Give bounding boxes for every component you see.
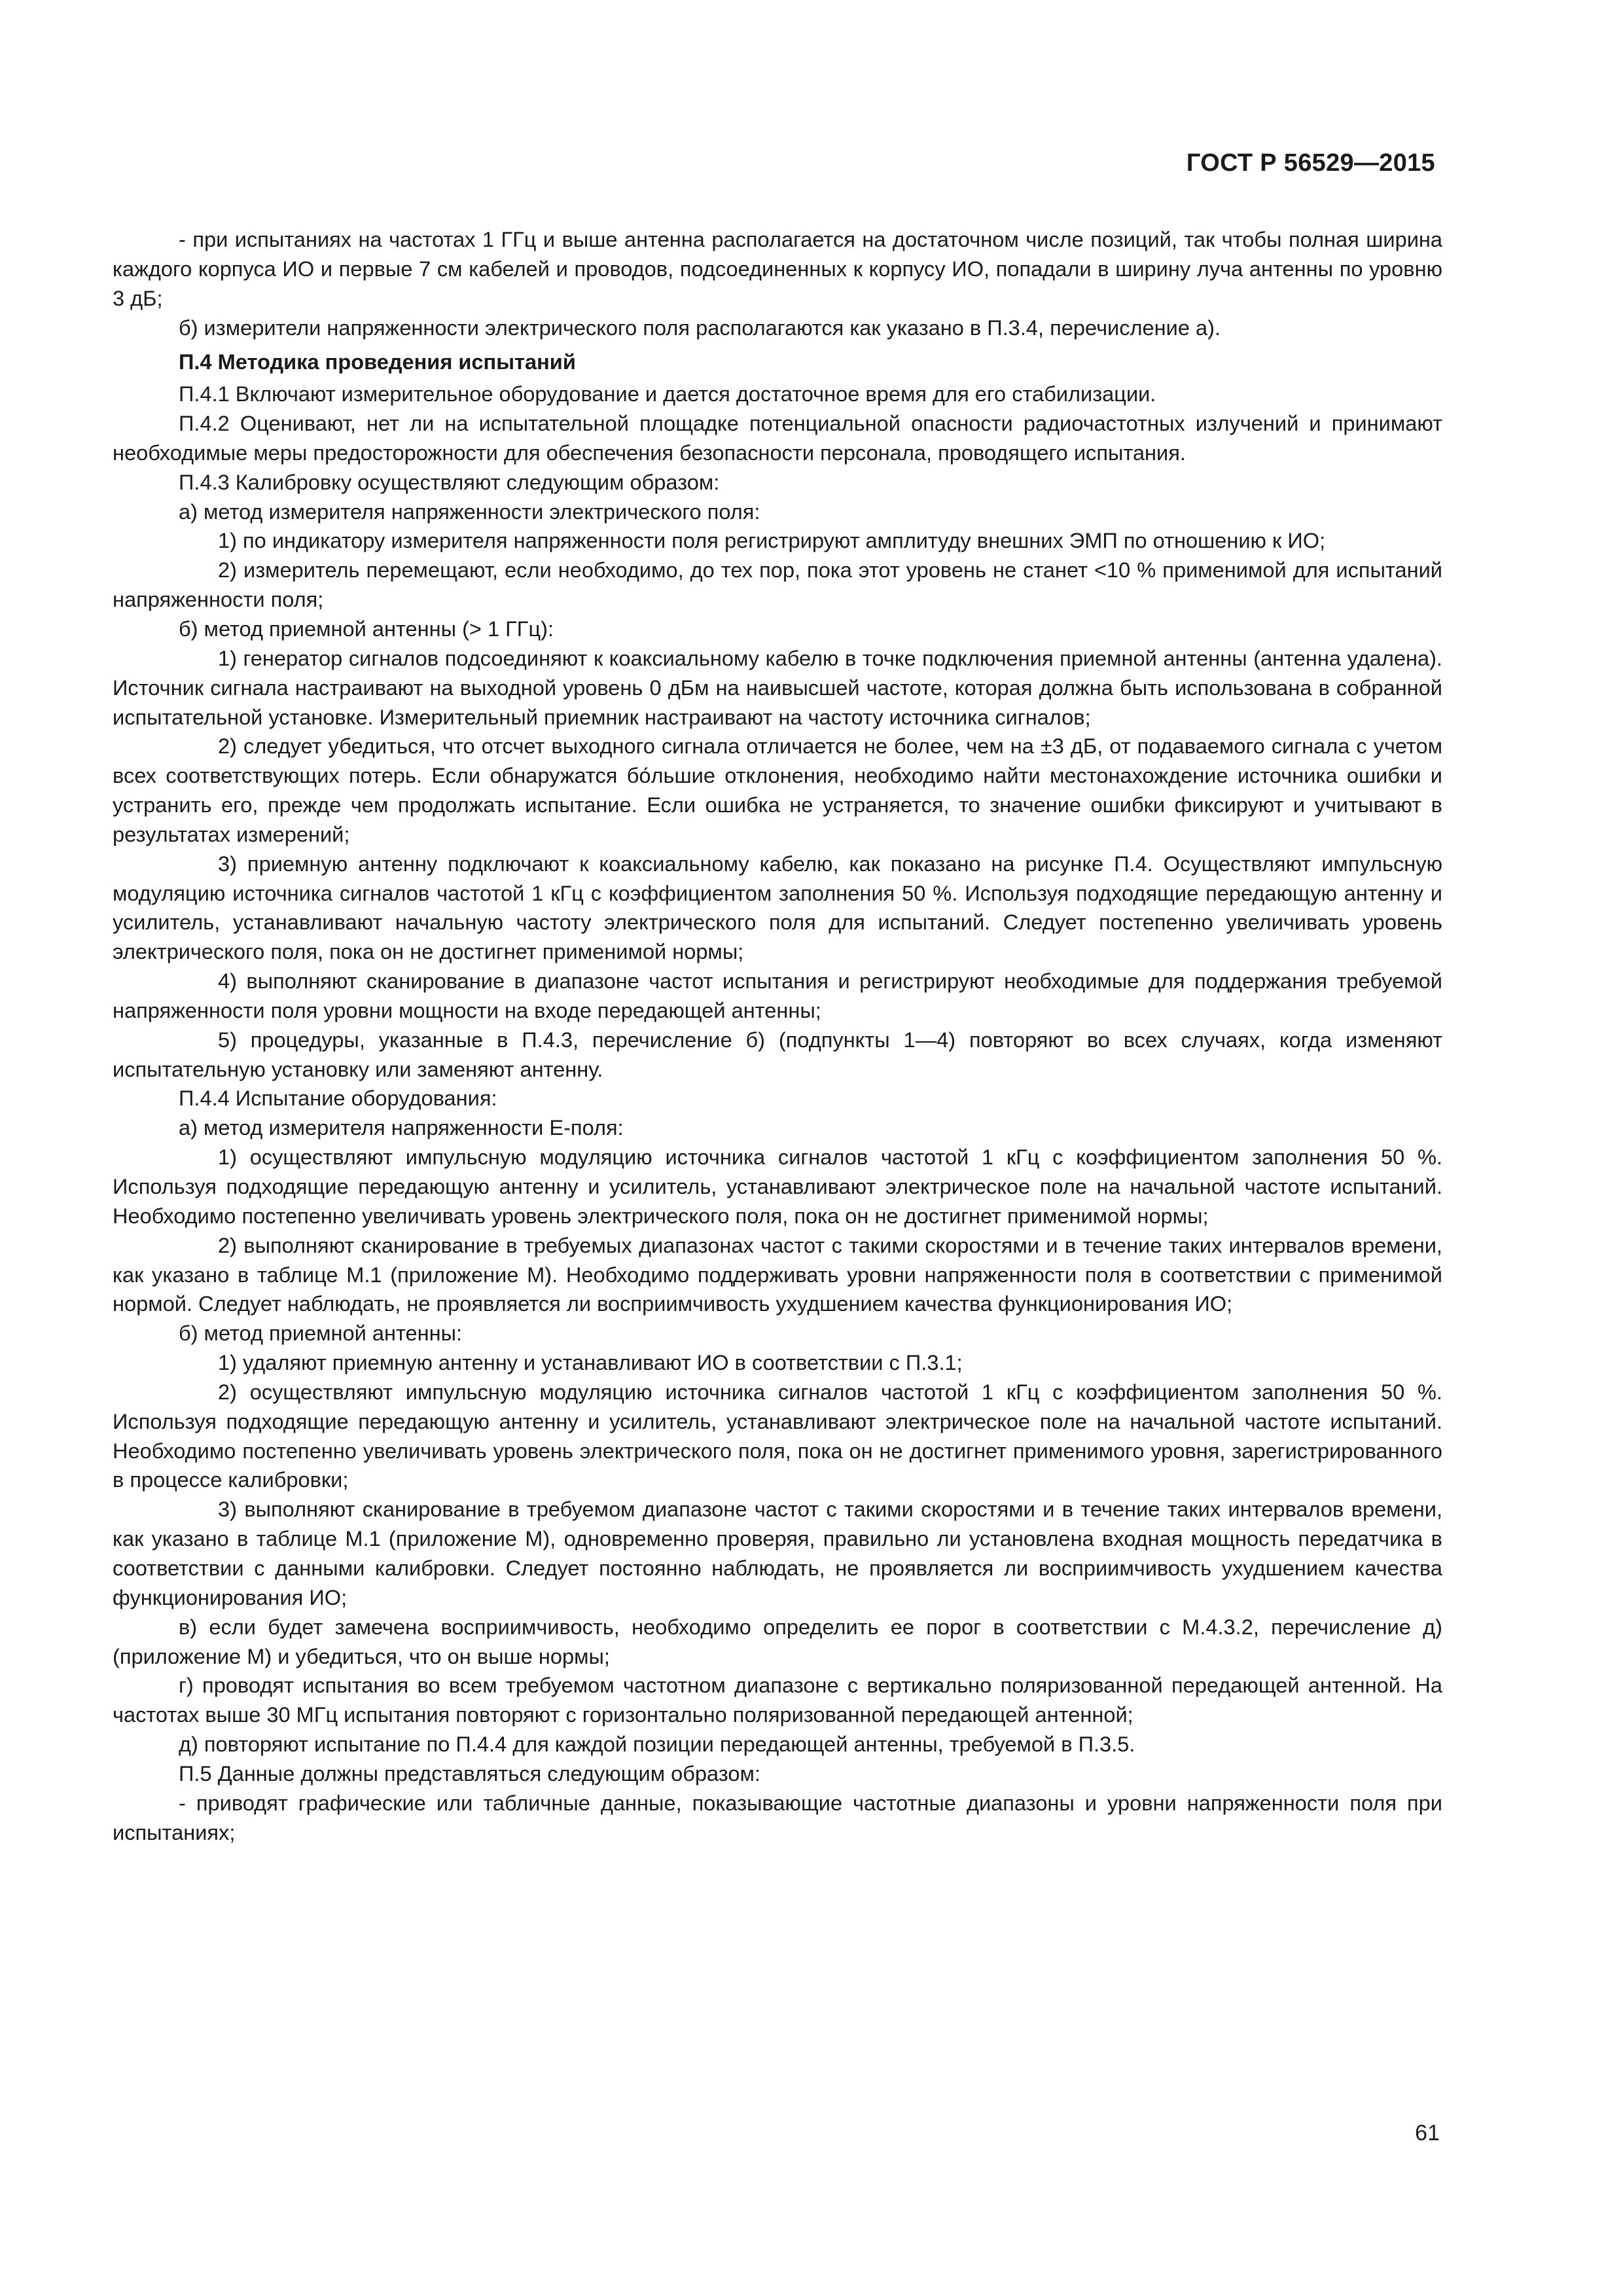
list-item: 4) выполняют сканирование в диапазоне частот испытания и регистрируют необходимые для поддержания требуемой напряженности поля уровни мощности на входе передающей антенны; [113,969,1442,1022]
paragraph: П.4.3 Калибровку осуществляют следующим образом: [179,469,720,494]
paragraph: а) метод измерителя напряженности Е-поля: [179,1115,624,1140]
page-number: 61 [1415,2121,1440,2145]
paragraph: в) если будет замечена восприимчивость, необходимо определить ее порог в соответствии с М.4.3.2, перечисление д) (приложение М) и убедиться, что он выше нормы; [113,1614,1442,1668]
section-heading: П.4 Методика проведения испытаний [179,350,576,374]
paragraph: П.4.2 Оценивают, нет ли на испытательной площадке потенциальной опасности радиочастотных излучений и принимают необходимые меры предосторожности для обеспечения безопасности персонала, проводящего испытания. [113,411,1442,465]
paragraph: П.4.1 Включают измерительное оборудование и дается достаточное время для его стабилизации. [179,382,1156,406]
list-item: 1) удаляют приемную антенну и устанавливают ИО в соответствии с П.3.1; [218,1350,963,1375]
list-item: 1) генератор сигналов подсоединяют к коаксиальному кабелю в точке подключения приемной антенны (антенна удалена). Источник сигнала настраивают на выходной уровень 0 дБм на наивысшей частоте, которая должна быть использована в собранной испытательной установке. Измерительный приемник настраивают на частоту источника сигналов; [113,645,1442,729]
paragraph: д) повторяют испытание по П.4.4 для каждой позиции передающей антенны, требуемой в П.3.5. [179,1732,1135,1757]
list-item: 2) осуществляют импульсную модуляцию источника сигналов частотой 1 кГц с коэффициентом заполнения 50 %. Используя подходящие передающую антенну и усилитель, устанавливают электрическое поле на начальной частоте испытаний. Необходимо постепенно увеличивать уровень электрического поля, пока он не достигнет применимого уровня, зарегистрированного в процессе калибровки; [113,1379,1442,1492]
paragraph: - приводят графические или табличные данные, показывающие частотные диапазоны и уровни напряженности поля при испытаниях; [113,1790,1442,1844]
list-item: 3) выполняют сканирование в требуемом диапазоне частот с такими скоростями и в течение таких интервалов времени, как указано в таблице М.1 (приложение М), одновременно проверяя, правильно ли установлена входная мощность передатчика в соответствии с данными калибровки. Следует постоянно наблюдать, не проявляется ли восприимчивость ухудшением качества функционирования ИО; [113,1497,1442,1609]
paragraph: - при испытаниях на частотах 1 ГГц и выше антенна располагается на достаточном числе позиций, так чтобы полная ширина каждого корпуса ИО и первые 7 см кабелей и проводов, подсоединенных к корпусу ИО, попадали в ширину луча антенны по уровню 3 дБ; [113,227,1442,310]
paragraph: П.4.4 Испытание оборудования: [179,1086,497,1111]
paragraph: г) проводят испытания во всем требуемом частотном диапазоне с вертикально поляризованной передающей антенной. На частотах выше 30 МГц испытания повторяют с горизонтально поляризованной передающей антенной; [113,1673,1442,1727]
list-item: 2) следует убедиться, что отсчет выходного сигнала отличается не более, чем на ±3 дБ, от подаваемого сигнала с учетом всех соответствующих потерь. Если обнаружатся бо́льшие отклонения, необходимо найти местонахождение источника ошибки и устранить его, прежде чем продолжать испытание. Если ошибка не устраняется, то значение ошибки фиксируют и учитывают в результатах измерений; [113,734,1442,846]
paragraph: П.5 Данные должны представляться следующим образом: [179,1761,760,1785]
list-item: 1) по индикатору измерителя напряженности поля регистрируют амплитуду внешних ЭМП по отношению к ИО; [218,528,1326,553]
paragraph: б) измерители напряженности электрического поля располагаются как указано в П.3.4, перечисление а). [179,315,1221,340]
standard-header: ГОСТ Р 56529—2015 [1186,149,1435,177]
paragraph: б) метод приемной антенны: [179,1321,463,1346]
list-item: 2) измеритель перемещают, если необходимо, до тех пор, пока этот уровень не станет <10 % применимой для испытаний напряженности поля; [113,558,1442,612]
list-item: 2) выполняют сканирование в требуемых диапазонах частот с такими скоростями и в течение таких интервалов времени, как указано в таблице М.1 (приложение М). Необходимо поддерживать уровни напряженности поля в соответствии с применимой нормой. Следует наблюдать, не проявляется ли восприимчивость ухудшением качества функционирования ИО; [113,1232,1442,1316]
list-item: 1) осуществляют импульсную модуляцию источника сигналов частотой 1 кГц с коэффициентом заполнения 50 %. Используя подходящие передающую антенну и усилитель, устанавливают электрическое поле на начальной частоте испытаний. Необходимо постепенно увеличивать уровень электрического поля, пока он не достигнет применимой нормы; [113,1145,1442,1228]
list-item: 5) процедуры, указанные в П.4.3, перечисление б) (подпункты 1—4) повторяют во всех случаях, когда изменяют испытательную установку или заменяют антенну. [113,1027,1442,1081]
paragraph: а) метод измерителя напряженности электрического поля: [179,499,760,524]
body-text [113,225,1442,1847]
list-item: 3) приемную антенну подключают к коаксиальному кабелю, как показано на рисунке П.4. Осуществляют импульсную модуляцию источника сигналов частотой 1 кГц с коэффициентом заполнения 50 %. Используя подходящие передающую антенну и усилитель, устанавливают начальную частоту электрического поля для испытаний. Следует постепенно увеличивать уровень электрического поля, пока он не достигнет применимой нормы; [113,851,1442,964]
paragraph: б) метод приемной антенны (> 1 ГГц): [179,616,554,641]
